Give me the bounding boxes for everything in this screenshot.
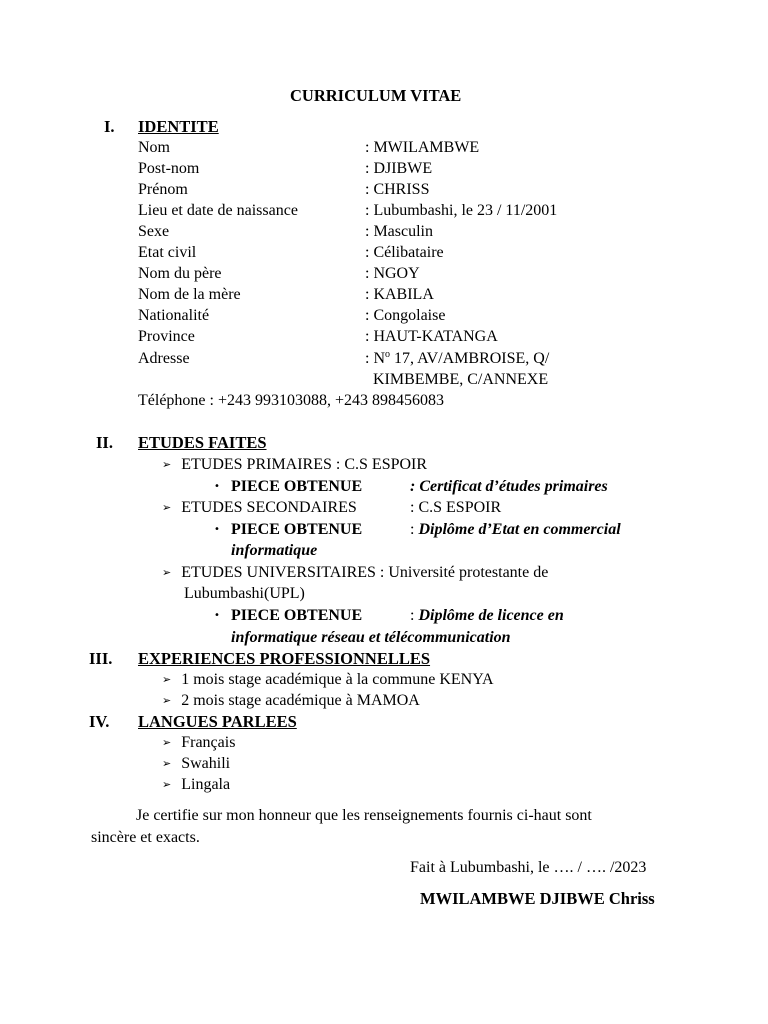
arrow-bullet-icon: ➢ — [162, 778, 172, 791]
value-nationalite: : Congolaise — [365, 307, 446, 324]
label-nationalite: Nationalité — [138, 307, 210, 324]
arrow-bullet-icon: ➢ — [162, 757, 172, 770]
fait-a-ligne: Fait à Lubumbashi, le …. / …. /2023 — [410, 859, 647, 876]
certification-line2: sincère et exacts. — [91, 829, 200, 846]
value-sexe: : Masculin — [365, 223, 433, 240]
label-nom: Nom — [138, 139, 170, 156]
universitaires-piece-text: Diplôme de licence en — [418, 607, 564, 624]
secondaires-piece-value-line2: informatique — [231, 542, 318, 559]
label-lieu-date-naissance: Lieu et date de naissance — [138, 202, 298, 219]
section-number-langues: IV. — [89, 712, 110, 731]
arrow-bullet-icon: ➢ — [162, 566, 172, 579]
langue-item — [162, 774, 230, 796]
etudes-universitaires-item — [162, 562, 548, 584]
value-adresse — [365, 348, 549, 371]
section-number-etudes: II. — [96, 433, 113, 452]
value-adresse-line2: KIMBEMBE, C/ANNEXE — [373, 371, 549, 388]
experience-item — [162, 690, 420, 712]
langue-text: Swahili — [181, 755, 231, 772]
etudes-universitaires-line2: Lubumbashi(UPL) — [184, 585, 305, 602]
experience-text: 2 mois stage académique à MAMOA — [181, 692, 420, 709]
experience-item — [162, 669, 494, 691]
value-nom: : MWILAMBWE — [365, 139, 480, 156]
primaires-piece-bullet — [214, 476, 220, 499]
langue-item — [162, 753, 230, 775]
round-bullet-icon: • — [214, 610, 220, 621]
label-prenom: Prénom — [138, 181, 188, 198]
round-bullet-icon: • — [214, 524, 220, 535]
telephone: Téléphone : +243 993103088, +243 898456083 — [138, 392, 445, 409]
value-post-nom: : DJIBWE — [365, 160, 433, 177]
certification-line1: Je certifie sur mon honneur que les renseignements fournis ci-haut sont — [136, 807, 592, 824]
etudes-secondaires-item — [162, 497, 357, 519]
label-province: Province — [138, 328, 195, 345]
value-nom-mere: : KABILA — [365, 286, 434, 303]
secondaires-piece-text: Diplôme d’Etat en commercial — [418, 521, 621, 538]
value-prenom: : CHRISS — [365, 181, 430, 198]
langue-item — [162, 732, 235, 754]
universitaires-piece-colon: : — [410, 607, 419, 624]
round-bullet-icon: • — [214, 481, 220, 492]
etudes-universitaires-text: ETUDES UNIVERSITAIRES : Université protestante de — [181, 564, 549, 581]
label-etat-civil: Etat civil — [138, 244, 197, 261]
section-heading-identite: IDENTITE — [138, 117, 219, 136]
label-adresse: Adresse — [138, 350, 190, 367]
secondaires-piece-label: PIECE OBTENUE — [231, 521, 363, 538]
section-heading-etudes: ETUDES FAITES — [138, 433, 267, 452]
section-heading-langues: LANGUES PARLEES — [138, 712, 297, 731]
primaires-piece-label: PIECE OBTENUE — [231, 478, 363, 495]
adresse-prefix: : N — [365, 350, 385, 367]
section-number-experiences: III. — [89, 649, 113, 668]
arrow-bullet-icon: ➢ — [162, 501, 172, 514]
adresse-superscript: o — [385, 349, 390, 360]
universitaires-piece-label: PIECE OBTENUE — [231, 607, 363, 624]
primaires-piece-value: : Certificat d’études primaires — [410, 478, 608, 495]
signature-name: MWILAMBWE DJIBWE Chriss — [420, 889, 655, 908]
value-nom-pere: : NGOY — [365, 265, 420, 282]
langue-text: Lingala — [181, 776, 231, 793]
etudes-secondaires-label: ETUDES SECONDAIRES — [181, 499, 357, 516]
secondaires-piece-colon: : — [410, 521, 419, 538]
arrow-bullet-icon: ➢ — [162, 736, 172, 749]
secondaires-piece-bullet — [214, 519, 220, 542]
label-nom-pere: Nom du père — [138, 265, 222, 282]
universitaires-piece-bullet — [214, 605, 220, 628]
arrow-bullet-icon: ➢ — [162, 694, 172, 707]
arrow-bullet-icon: ➢ — [162, 673, 172, 686]
etudes-primaires-item — [162, 454, 427, 476]
arrow-bullet-icon: ➢ — [162, 458, 172, 471]
label-nom-mere: Nom de la mère — [138, 286, 241, 303]
etudes-secondaires-value: : C.S ESPOIR — [410, 499, 502, 516]
document-title: CURRICULUM VITAE — [290, 86, 462, 105]
universitaires-piece-value-line2: informatique réseau et télécommunication — [231, 629, 511, 646]
section-heading-experiences: EXPERIENCES PROFESSIONNELLES — [138, 649, 431, 668]
value-lieu-date-naissance: : Lubumbashi, le 23 / 11/2001 — [365, 202, 558, 219]
adresse-street: 17, AV/AMBROISE, Q/ — [390, 350, 550, 367]
label-sexe: Sexe — [138, 223, 170, 240]
value-province: : HAUT-KATANGA — [365, 328, 498, 345]
etudes-primaires-text: ETUDES PRIMAIRES : C.S ESPOIR — [181, 456, 428, 473]
secondaires-piece-value — [410, 519, 621, 540]
langue-text: Français — [181, 734, 236, 751]
section-number-identite: I. — [104, 117, 115, 136]
universitaires-piece-value — [410, 605, 564, 626]
label-post-nom: Post-nom — [138, 160, 200, 177]
experience-text: 1 mois stage académique à la commune KENYA — [181, 671, 494, 688]
value-etat-civil: : Célibataire — [365, 244, 444, 261]
